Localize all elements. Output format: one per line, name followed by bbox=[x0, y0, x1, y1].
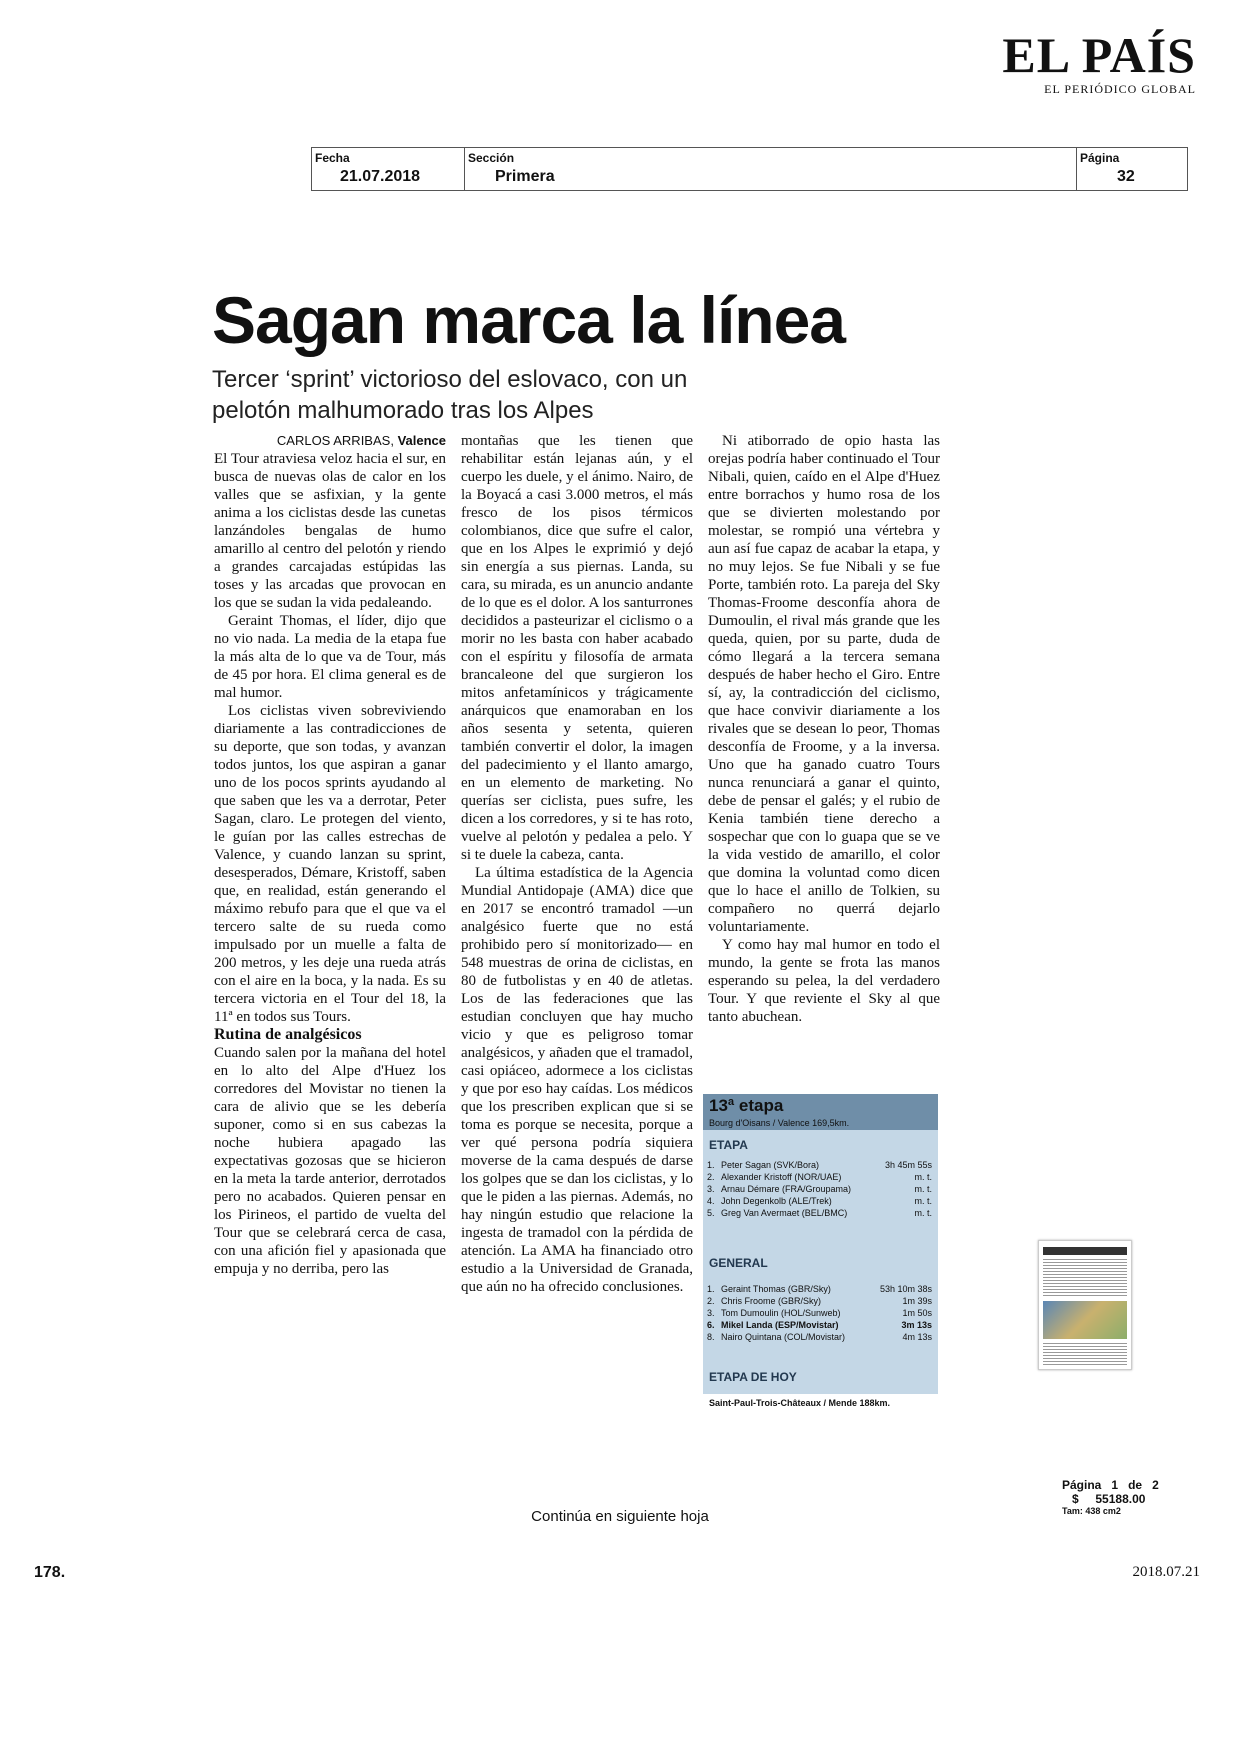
table-row: 1. Peter Sagan (SVK/Bora) 3h 45m 55s bbox=[707, 1160, 932, 1170]
etapa-hoy-label: ETAPA DE HOY bbox=[709, 1370, 797, 1384]
newspaper-logo bbox=[1002, 27, 1196, 97]
logo-name: EL PAÍS bbox=[1002, 27, 1196, 83]
paragraph: Cuando salen por la mañana del hotel en lo alto del Alpe d'Huez los corredores del Movistar no tienen la cara de alivio que se les debería suponer, como si en sus cabezas la noche hubiera apagado las expectativas gozosas que se hicieron en la meta la tarde anterior, derrotados pero no acabados. Quieren pensar en los Pirineos, el partido de vuelta del Tour que se celebrará cerca de casa, con una afición fiel y apasionada que empuja y no derriba, pero las bbox=[214, 1045, 446, 1277]
byline-author: CARLOS ARRIBAS, bbox=[276, 433, 394, 448]
paragraph: montañas que les tienen que rehabilitar están lejanas aún, y el cuerpo les duele, y el ánimo. Nairo, de la Boyacá a casi 3.000 metros, el más fresco de los pisos térmicos colombianos, dice que sufre el calor, que en los Alpes le exprimió y dejó sin energía a sus piernas. Landa, su cara, su mirada, es un anuncio andante de lo que es el dolor. A los santurrones decididos a pasteurizar el ciclismo o a morir no les basta con haber acabado con el espíritu y filosofía de armata brancaleone del que surgieron los mitos anfetamínicos y trágicamente anárquicos que enamoraban en los años sesenta y setenta, quieren también convertir el dolor, la imagen del padecimiento y el llanto amargo, en un elemento de marketing. No querías ser ciclista, pues sufre, les dicen a los corredores, y si te has roto, vuelve al pelotón y pedalea a pelo. Y si te duele la cabeza, canta. bbox=[461, 433, 693, 863]
article-subhead: Tercer ‘sprint’ victorioso del eslovaco, con un pelotón malhumorado tras los Alpes bbox=[212, 366, 688, 424]
paragraph: Y como hay mal humor en todo el mundo, la gente se frota las manos esperando su pelea, la del verdadero Tour. Y que reviente el Sky al que tanto abuchean. bbox=[708, 937, 940, 1025]
table-row: 2. Chris Froome (GBR/Sky) 1m 39s bbox=[707, 1296, 932, 1306]
metadata-table bbox=[311, 147, 1188, 191]
table-row: 3. Arnau Démare (FRA/Groupama) m. t. bbox=[707, 1184, 932, 1194]
paragraph: La última estadística de la Agencia Mundial Antidopaje (AMA) dice que en 2017 se encontró tramadol —un analgésico fuerte que no está prohibido pero sí monitorizado— en 548 muestras de orina de ciclistas, en 80 de futbolistas y en 40 de atletas. Los de las federaciones que las estudian concluyen que hay mucho vicio y que es peligroso tomar analgésicos, y añaden que el tramadol, casi opiáceo, adormece a los ciclistas y que por eso hay caídas. Los médicos que los prescriben explican que si se toma es porque se necesita, porque a ver qué persona podría siquiera moverse de la cama después de darse los golpes que se dan los ciclistas, y lo que le piden a las piernas. Además, no hay ningún estudio que relacione la ingesta de tramadol con la pérdida de atención. La AMA ha financiado otro estudio a la Universidad de Granada, que aún no ha ofrecido conclusiones. bbox=[461, 865, 693, 1295]
logo-tagline: EL PERIÓDICO GLOBAL bbox=[1044, 82, 1196, 96]
size-info: Tam: 438 cm2 bbox=[1062, 1506, 1121, 1516]
table-row: 1. Geraint Thomas (GBR/Sky) 53h 10m 38s bbox=[707, 1284, 932, 1294]
section-subtitle: Rutina de analgésicos bbox=[214, 1026, 362, 1043]
article-column-2 bbox=[461, 432, 693, 1296]
byline-place: Valence bbox=[397, 433, 446, 448]
pagina-cell bbox=[1077, 148, 1187, 190]
footer-page-number: 178. bbox=[34, 1564, 66, 1581]
fecha-value: 21.07.2018 bbox=[340, 168, 421, 185]
byline bbox=[214, 432, 446, 450]
continues-note: Continúa en siguiente hoja bbox=[531, 1508, 709, 1525]
paragraph: El Tour atraviesa veloz hacia el sur, en busca de nuevas olas de calor en los valles que se asfixian, y la gente anima a los ciclistas desde las cunetas lanzándoles bengalas de humo amarillo al centro del pelotón y riendo a grandes carcajadas estúpidas las toses y las arcadas que provocan en los que se sudan la vida pedaleando. bbox=[214, 451, 446, 611]
price: $ 55188.00 bbox=[1072, 1492, 1146, 1506]
paragraph: Ni atiborrado de opio hasta las orejas podría haber continuado el Tour Nibali, quien, caído en el Alpe d'Huez entre borrachos y humo rosa de los que se divierten molestando por molestar, se rompió una vértebra y aun así fue capaz de acabar la etapa, y no muy lejos. Se fue Nibali y se fue Porte, también roto. La pareja del Sky Thomas-Froome desconfía ahora de Dumoulin, el rival más grande que les queda, quien, por su parte, duda de cómo llegará a la tercera semana después de haber hecho el Giro. Entre sí, ay, la contradicción del ciclismo, que hace convivir diariamente a los rivales que se desean lo peor, Thomas desconfía de Froome, y a la inversa. Uno que ha ganado cuatro Tours nunca renunciará a ganar el quinto, debe de pensar el galés; y el rubio de Kenia también tiene derecho a sospechar que con lo guapa que se ve la vida vestido de amarillo, el color que domina la voluntad como dicen que lo hace el anillo de Tolkien, su compañero no querrá dejarlo voluntariamente. bbox=[708, 433, 940, 935]
pagina-label: Página bbox=[1080, 151, 1120, 165]
table-row: 8. Nairo Quintana (COL/Movistar) 4m 13s bbox=[707, 1332, 932, 1342]
table-row: 2. Alexander Kristoff (NOR/UAE) m. t. bbox=[707, 1172, 932, 1182]
etapa-label: ETAPA bbox=[709, 1138, 748, 1152]
footer-date: 2018.07.21 bbox=[1132, 1564, 1200, 1580]
seccion-label: Sección bbox=[468, 151, 515, 165]
stage-results-box bbox=[703, 1094, 938, 1414]
etapa-hoy-route: Saint-Paul-Trois-Châteaux / Mende 188km. bbox=[709, 1398, 891, 1408]
fecha-cell bbox=[312, 148, 465, 190]
table-row: 6. Mikel Landa (ESP/Movistar) 3m 13s bbox=[707, 1320, 932, 1330]
fecha-label: Fecha bbox=[315, 151, 350, 165]
page-count: Página 1 de 2 bbox=[1062, 1478, 1159, 1492]
article-column-3 bbox=[708, 432, 940, 1026]
seccion-value: Primera bbox=[495, 168, 555, 185]
stage-title: 13ª etapa bbox=[709, 1096, 784, 1115]
paragraph: Los ciclistas viven sobreviviendo diariamente a las contradicciones de su deporte, que son todas, y avanzan todos juntos, los que aspiran a ganar uno de los pocos sprints ayudando al que saben que les va a derrotar, Peter Sagan, claro. Le protegen del viento, le guían por las calles estrechas de Valence, y cuando lanzan su sprint, desesperados, Démare, Kristoff, saben que, en realidad, están generando el máximo rebufo para que el que va el tercero salte de su rueda como impulsado por un muelle a falta de 200 metros, y les deje una rueda atrás con el aire en la boca, y la nada. Es su tercera victoria en el Tour del 18, la 11ª en todos sus Tours. bbox=[214, 703, 446, 1025]
pagina-value: 32 bbox=[1117, 168, 1135, 185]
paragraph: Geraint Thomas, el líder, dijo que no vio nada. La media de la etapa fue la más alta de lo que va de Tour, más de 45 por hora. El clima general es de mal humor. bbox=[214, 613, 446, 701]
table-row: 5. Greg Van Avermaet (BEL/BMC) m. t. bbox=[707, 1208, 932, 1218]
table-row: 3. Tom Dumoulin (HOL/Sunweb) 1m 50s bbox=[707, 1308, 932, 1318]
stage-route: Bourg d'Oisans / Valence 169,5km. bbox=[709, 1118, 850, 1128]
article-headline: Sagan marca la línea bbox=[212, 283, 846, 357]
general-label: GENERAL bbox=[709, 1256, 768, 1270]
seccion-cell bbox=[465, 148, 1077, 190]
page-thumbnail bbox=[1038, 1240, 1132, 1370]
table-row: 4. John Degenkolb (ALE/Trek) m. t. bbox=[707, 1196, 932, 1206]
article-column-1 bbox=[214, 432, 446, 1278]
